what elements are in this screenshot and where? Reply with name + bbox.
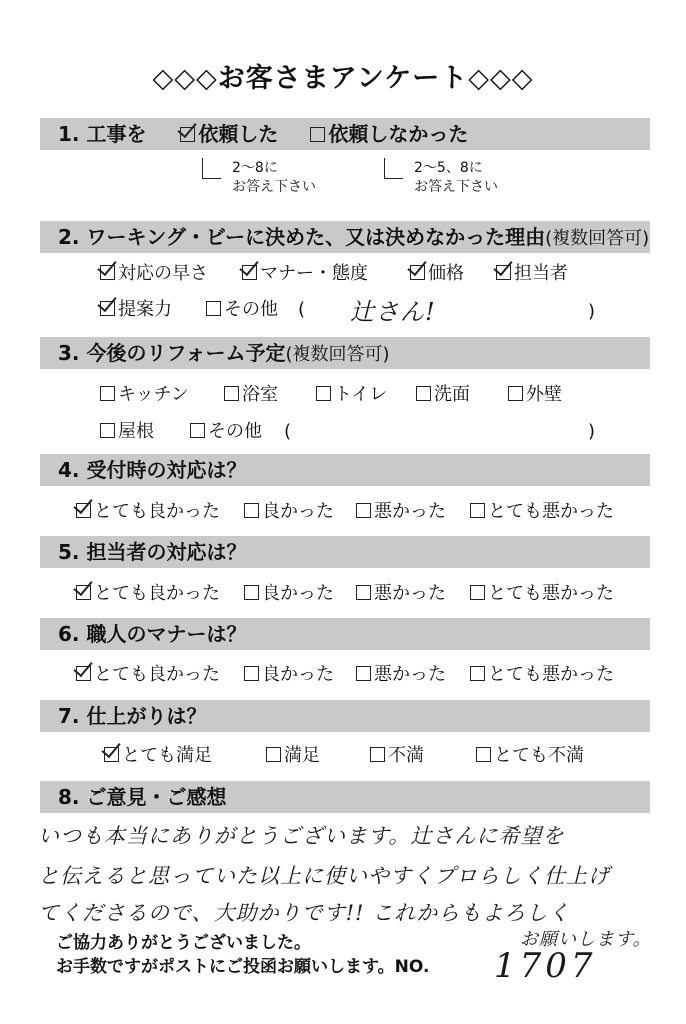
q3-other-open: ( (284, 421, 292, 442)
q5-bad-checkbox[interactable] (356, 585, 371, 600)
q2-other-open: ( (298, 299, 306, 320)
q2-other-checkbox[interactable] (206, 301, 221, 316)
q3-kitchen-checkbox[interactable] (100, 386, 115, 401)
q3-kitchen-label: キッチン (118, 384, 189, 405)
q3-roof-label: 屋根 (118, 421, 154, 442)
q4-very-bad-label: とても悪かった (488, 501, 614, 522)
q2-label: 2. ワーキング・ビーに決めた、又は決めなかった理由 (58, 225, 546, 249)
q1-yes-arrow (202, 158, 221, 179)
q5-very-bad-checkbox[interactable] (470, 585, 485, 600)
q4-very-bad-checkbox[interactable] (470, 503, 485, 518)
q8-comment-line-3[interactable]: てくださるので、大助かりです!! これからもよろしく (38, 901, 571, 925)
q4-very-good-checkbox[interactable] (76, 503, 91, 518)
q7-very-dissatisfied-checkbox[interactable] (476, 747, 491, 762)
q7-option-very-satisfied[interactable] (104, 744, 212, 768)
q6-very-good-label: とても良かった (94, 664, 220, 685)
footer-number[interactable]: 1707 (494, 946, 597, 986)
q3-washroom-checkbox[interactable] (416, 386, 431, 401)
q5-very-good-label: とても良かった (94, 583, 220, 604)
q1-row (58, 118, 468, 150)
q6-very-bad-label: とても悪かった (488, 664, 614, 685)
q3-other-checkbox[interactable] (190, 423, 205, 438)
q5-very-good-checkbox[interactable] (76, 585, 91, 600)
q1-yes-note-1: 2〜8に (232, 160, 278, 176)
q1-label: 1. 工事を (58, 122, 147, 146)
q6-very-bad-checkbox[interactable] (470, 666, 485, 681)
q1-yes-note-2: お答え下さい (232, 179, 316, 195)
q3-sub: (複数回答可) (285, 344, 390, 365)
q7-label: 7. 仕上がりは？ (58, 704, 207, 728)
q5-option-very-good[interactable] (76, 582, 220, 606)
q3-other-label: その他 (208, 421, 262, 442)
q1-yes-label: 依頼した (198, 122, 279, 146)
q4-label: 4. 受付時の対応は？ (58, 458, 247, 482)
q6-option-good[interactable] (244, 663, 334, 687)
q5-label: 5. 担当者の対応は？ (58, 540, 247, 564)
q2-option-price[interactable] (410, 262, 464, 286)
q3-other-close: ) (588, 421, 596, 442)
q3-option-washroom[interactable] (416, 383, 470, 407)
q2-staff-label: 担当者 (514, 263, 568, 284)
q5-very-bad-label: とても悪かった (488, 583, 614, 604)
q4-option-very-bad[interactable] (470, 500, 614, 524)
q2-staff-checkbox[interactable] (496, 265, 511, 280)
q2-proposal-checkbox[interactable] (100, 301, 115, 316)
q2-other-handwritten[interactable]: 辻さん! (350, 298, 436, 326)
q7-dissatisfied-checkbox[interactable] (370, 747, 385, 762)
q7-satisfied-label: 満足 (284, 745, 320, 766)
q6-label: 6. 職人のマナーは？ (58, 622, 247, 646)
q2-proposal-label: 提案力 (118, 299, 172, 320)
footer-thanks: ご協力ありがとうございました。 (56, 933, 311, 953)
q2-sub: (複数回答可) (545, 228, 650, 249)
q5-option-very-bad[interactable] (470, 582, 614, 606)
q8-comment-line-1[interactable]: いつも本当にありがとうございます。辻さんに希望を (38, 824, 565, 848)
q8-comment-line-2[interactable]: と伝えると思っていた以上に使いやすくプロらしく仕上げ (38, 864, 610, 888)
q5-good-checkbox[interactable] (244, 585, 259, 600)
q1-no-note-1: 2〜5、8に (414, 160, 483, 176)
q2-price-label: 価格 (428, 263, 464, 284)
q7-dissatisfied-label: 不満 (388, 745, 424, 766)
q5-bad-label: 悪かった (374, 583, 446, 604)
q3-bath-label: 浴室 (242, 384, 278, 405)
q3-option-roof[interactable] (100, 420, 154, 444)
q1-no-arrow (384, 158, 403, 179)
q2-option-staff[interactable] (496, 262, 568, 286)
q3-bath-checkbox[interactable] (224, 386, 239, 401)
q7-option-dissatisfied[interactable] (370, 744, 424, 768)
q3-option-exterior[interactable] (508, 383, 562, 407)
survey-title: ◇◇◇お客さまアンケート◇◇◇ (152, 63, 534, 94)
q5-good-label: 良かった (262, 583, 334, 604)
q7-option-satisfied[interactable] (266, 744, 320, 768)
q4-option-bad[interactable] (356, 500, 446, 524)
q2-manner-checkbox[interactable] (242, 265, 257, 280)
q4-good-checkbox[interactable] (244, 503, 259, 518)
footer-request: お手数ですがポストにご投函お願いします。NO. (56, 957, 430, 977)
q6-option-very-good[interactable] (76, 663, 220, 687)
q2-option-proposal[interactable] (100, 298, 172, 322)
q6-very-good-checkbox[interactable] (76, 666, 91, 681)
q3-option-toilet[interactable] (316, 383, 387, 407)
q6-good-checkbox[interactable] (244, 666, 259, 681)
q3-row (58, 337, 390, 371)
q2-option-manner[interactable] (242, 262, 368, 286)
q6-option-bad[interactable] (356, 663, 446, 687)
q4-good-label: 良かった (262, 501, 334, 522)
q1-no-note-2: お答え下さい (414, 179, 498, 195)
q1-no-label: 依頼しなかった (328, 122, 469, 146)
q3-exterior-checkbox[interactable] (508, 386, 523, 401)
q6-bad-checkbox[interactable] (356, 666, 371, 681)
q3-washroom-label: 洗面 (434, 384, 470, 405)
q3-roof-checkbox[interactable] (100, 423, 115, 438)
q2-manner-label: マナー・態度 (260, 263, 368, 284)
q4-bad-label: 悪かった (374, 501, 446, 522)
q2-price-checkbox[interactable] (410, 265, 425, 280)
q4-bad-checkbox[interactable] (356, 503, 371, 518)
q3-toilet-checkbox[interactable] (316, 386, 331, 401)
q2-other-close: ) (588, 301, 596, 322)
q4-very-good-label: とても良かった (94, 501, 220, 522)
q2-row (58, 221, 649, 255)
q8-comment-line-4[interactable]: お願いします。 (520, 929, 652, 950)
q3-option-kitchen[interactable] (100, 383, 189, 407)
q3-option-bath[interactable] (224, 383, 278, 407)
q7-very-satisfied-label: とても満足 (122, 745, 212, 766)
q2-speed-checkbox[interactable] (100, 265, 115, 280)
q3-exterior-label: 外壁 (526, 384, 562, 405)
q5-option-bad[interactable] (356, 582, 446, 606)
q7-very-satisfied-checkbox[interactable] (104, 747, 119, 762)
q4-option-very-good[interactable] (76, 500, 220, 524)
q6-good-label: 良かった (262, 664, 334, 685)
q6-option-very-bad[interactable] (470, 663, 614, 687)
q2-speed-label: 対応の早さ (118, 263, 208, 284)
q2-other-label: その他 (224, 299, 278, 320)
q1-yes-checkbox[interactable] (180, 127, 195, 142)
q5-option-good[interactable] (244, 582, 334, 606)
q6-bad-label: 悪かった (374, 664, 446, 685)
q8-label: 8. ご意見・ご感想 (58, 785, 227, 809)
q7-very-dissatisfied-label: とても不満 (494, 745, 584, 766)
q2-option-other[interactable] (206, 298, 278, 322)
q7-option-very-dissatisfied[interactable] (476, 744, 584, 768)
q3-toilet-label: トイレ (334, 384, 388, 405)
q4-option-good[interactable] (244, 500, 334, 524)
q7-satisfied-checkbox[interactable] (266, 747, 281, 762)
q1-no-checkbox[interactable] (310, 127, 325, 142)
q3-label: 3. 今後のリフォーム予定 (58, 341, 286, 365)
q2-option-speed[interactable] (100, 262, 208, 286)
q3-option-other[interactable] (190, 420, 262, 444)
